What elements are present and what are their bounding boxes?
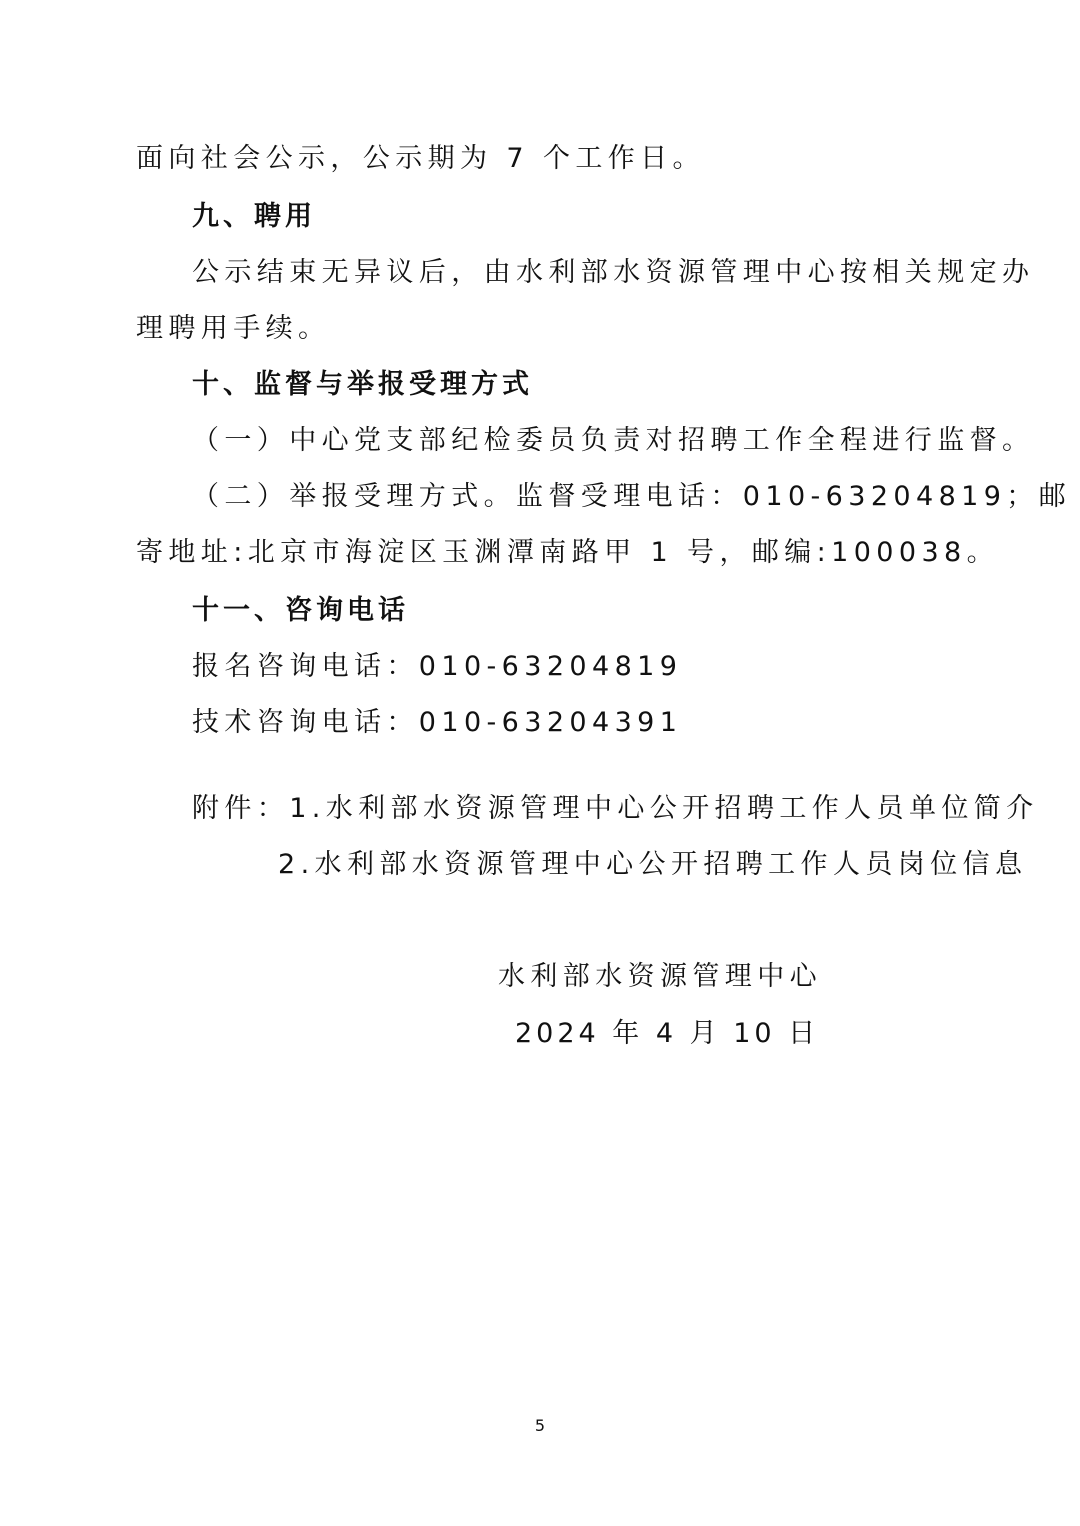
section-heading-consultation: 十一、咨询电话 bbox=[192, 595, 409, 626]
attachment-line-1: 附件：1.水利部水资源管理中心公开招聘工作人员单位简介 bbox=[192, 793, 1039, 824]
signature-date: 2024 年 4 月 10 日 bbox=[515, 1018, 820, 1049]
section-heading-hiring: 九、聘用 bbox=[192, 201, 316, 232]
technical-phone-line: 技术咨询电话：010-63204391 bbox=[192, 707, 683, 738]
body-paragraph-line: （二）举报受理方式。监督受理电话：010-63204819；邮 bbox=[192, 481, 1072, 512]
body-paragraph-line: 面向社会公示，公示期为 7 个工作日。 bbox=[136, 143, 705, 174]
signature-organization: 水利部水资源管理中心 bbox=[498, 961, 822, 992]
body-paragraph-line: 公示结束无异议后，由水利部水资源管理中心按相关规定办 bbox=[192, 257, 1035, 288]
registration-phone-line: 报名咨询电话：010-63204819 bbox=[192, 651, 683, 682]
body-paragraph-line: 理聘用手续。 bbox=[136, 313, 331, 344]
body-paragraph-line: 寄地址:北京市海淀区玉渊潭南路甲 1 号，邮编:100038。 bbox=[136, 537, 1000, 568]
section-heading-supervision: 十、监督与举报受理方式 bbox=[192, 369, 533, 400]
body-paragraph-line: （一）中心党支部纪检委员负责对招聘工作全程进行监督。 bbox=[192, 425, 1035, 456]
attachment-line-2: 2.水利部水资源管理中心公开招聘工作人员岗位信息 bbox=[278, 849, 1028, 880]
page-number: 5 bbox=[534, 1416, 546, 1435]
